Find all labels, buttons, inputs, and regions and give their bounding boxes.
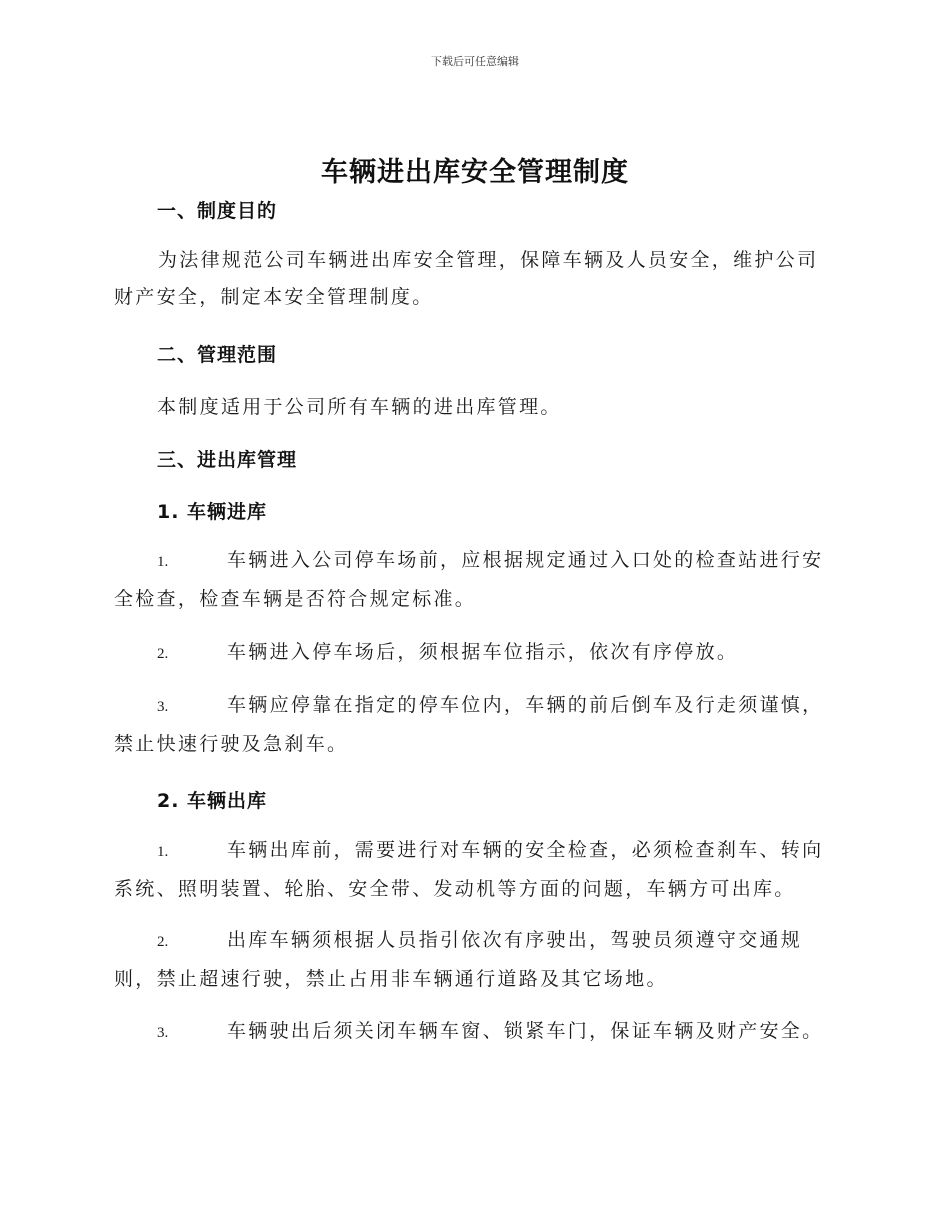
list-item-text: 车辆进入停车场后，须根据车位指示，依次有序停放。 [227,641,739,663]
list-item [114,634,834,673]
list-item-number: 1. [157,554,169,570]
list-item [114,922,834,998]
list-item-text: 车辆出库前，需要进行对车辆的安全检查，必须检查刹车、转向系统、照明装置、轮胎、安全带、发动机等方面的问题，车辆方可出库。 [114,839,824,900]
list-item-number: 2. [157,646,169,662]
list-item-text: 车辆进入公司停车场前，应根据规定通过入口处的检查站进行安全检查，检查车辆是否符合规定标准。 [114,549,824,610]
section-paragraph-scope: 本制度适用于公司所有车辆的进出库管理。 [157,396,562,418]
document-title: 车辆进出库安全管理制度 [321,157,629,188]
subsection-heading-exit: 2. 车辆出库 [157,790,268,812]
list-item-number: 2. [157,934,169,950]
list-item [114,1013,834,1052]
list-item-text: 出库车辆须根据人员指引依次有序驶出，驾驶员须遵守交通规则，禁止超速行驶，禁止占用非车辆通行道路及其它场地。 [114,929,803,990]
section-paragraph-purpose: 为法律规范公司车辆进出库安全管理，保障车辆及人员安全，维护公司财产安全，制定本安全管理制度。 [114,249,819,308]
list-item [114,542,834,618]
list-item-number: 1. [157,844,169,860]
list-item [114,687,834,763]
list-item-text: 车辆应停靠在指定的停车位内，车辆的前后倒车及行走须谨慎，禁止快速行驶及急刹车。 [114,694,824,755]
list-item-text: 车辆驶出后须关闭车辆车窗、锁紧车门，保证车辆及财产安全。 [227,1020,824,1042]
section-heading-scope: 二、管理范围 [157,344,278,366]
subsection-heading-entry: 1. 车辆进库 [157,501,268,523]
header-note: 下载后可任意编辑 [431,55,519,68]
section-heading-management: 三、进出库管理 [157,449,298,471]
list-item-number: 3. [157,1025,169,1041]
section-heading-purpose: 一、制度目的 [157,200,278,222]
list-item-number: 3. [157,699,169,715]
list-item [114,832,834,908]
